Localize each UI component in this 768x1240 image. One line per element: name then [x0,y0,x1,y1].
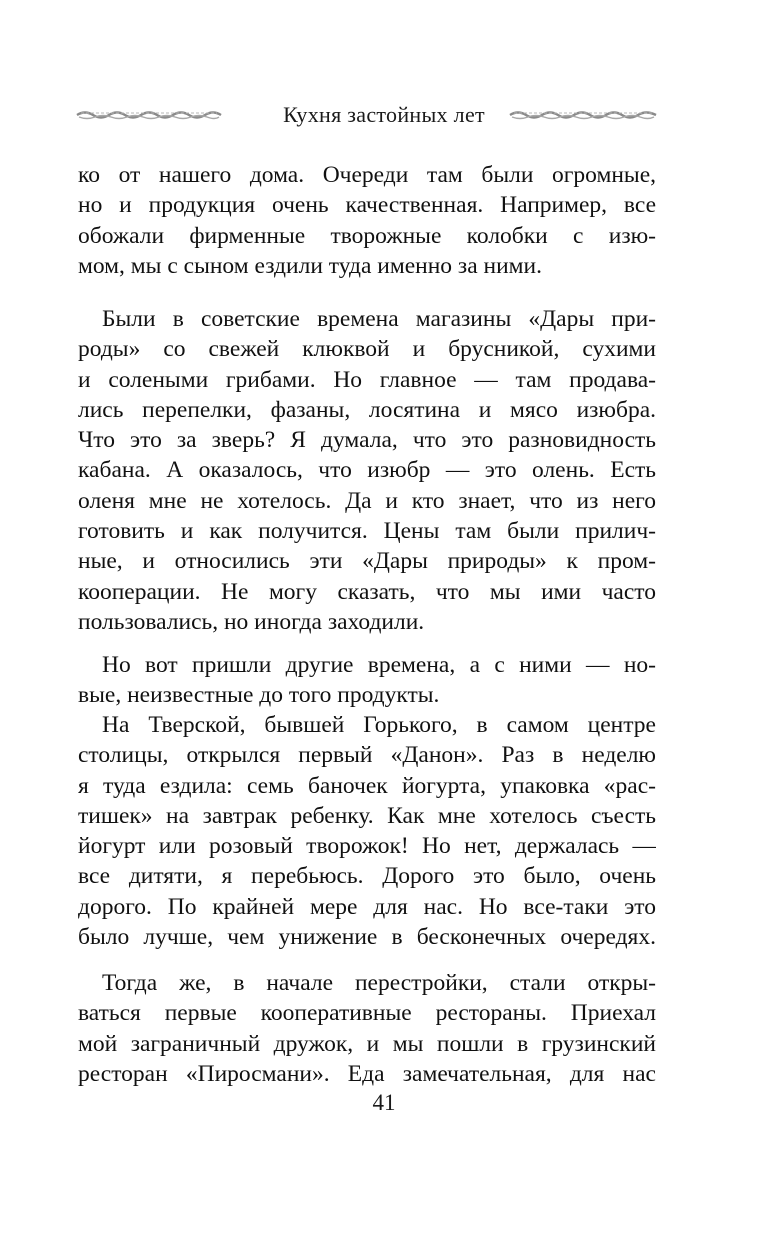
text-line: кооперации. Не могу сказать, что мы ими часто [78,578,656,605]
text-line: но и продукция очень качественная. Например, все [78,192,656,219]
text-line: пользовались, но иногда заходили. [78,608,425,635]
text-line: мой заграничный дружок, и мы пошли в грузинский [78,1030,656,1057]
text-line: все дитяти, я перебьюсь. Дорого это было, очень [78,863,656,890]
paragraph-1 [78,160,656,281]
text-line: йогурт или розовый творожок! Но нет, держалась — [78,833,656,860]
paragraph-5 [78,968,656,1089]
text-line: было лучше, чем унижение в бесконечных очередях. [78,924,656,951]
text-line: и солеными грибами. Но главное — там продава- [78,366,656,393]
paragraph-4 [78,710,656,952]
text-line: дорого. По крайней мере для нас. Но все-таки это [78,893,656,920]
text-line: готовить и как получится. Цены там были прилич- [78,518,656,545]
text-line: Что это за зверь? Я думала, что это разновидность [78,427,656,454]
text-line: роды» со свежей клюквой и брусникой, сухими [78,336,656,363]
text-line: лись перепелки, фазаны, лосятина и мясо изюбра. [78,396,656,423]
text-line: Были в советские времена магазины «Дары при- [102,306,656,332]
text-line: ресторан «Пиросмани». Еда замечательная, для нас [78,1060,656,1087]
text-line: я туда ездила: семь баночек йогурта, упаковка «рас- [78,772,656,799]
paragraph-2 [78,304,656,637]
text-line: ко от нашего дома. Очереди там были огромные, [78,162,656,188]
text-line: мом, мы с сыном ездили туда именно за ними. [78,252,542,279]
header-ornament-right [508,108,658,122]
text-line: оленя мне не хотелось. Да и кто знает, что из него [78,487,656,514]
text-line: Тогда же, в начале перестройки, стали откры- [102,970,656,996]
text-line: кабана. А оказалось, что изюбр — это олень. Есть [78,457,656,484]
text-line: ваться первые кооперативные рестораны. Приехал [78,1000,656,1027]
page-number: 41 [372,1090,396,1115]
text-line: обожали фирменные творожные колобки с изю- [78,222,656,249]
text-line: На Тверской, бывшей Горького, в самом центре [102,712,656,738]
running-header-title: Кухня застойных лет [283,102,485,127]
text-line: ные, и относились эти «Дары природы» к пром- [78,548,656,575]
text-line: столицы, открылся первый «Данон». Раз в неделю [78,742,656,769]
text-line: Но вот пришли другие времена, а с ними — но- [102,652,656,678]
running-header [0,98,768,134]
text-line: тишек» на завтрак ребенку. Как мне хотелось съесть [78,802,656,829]
text-line: вые, неизвестные до того продукты. [78,682,440,709]
paragraph-3 [78,650,656,711]
